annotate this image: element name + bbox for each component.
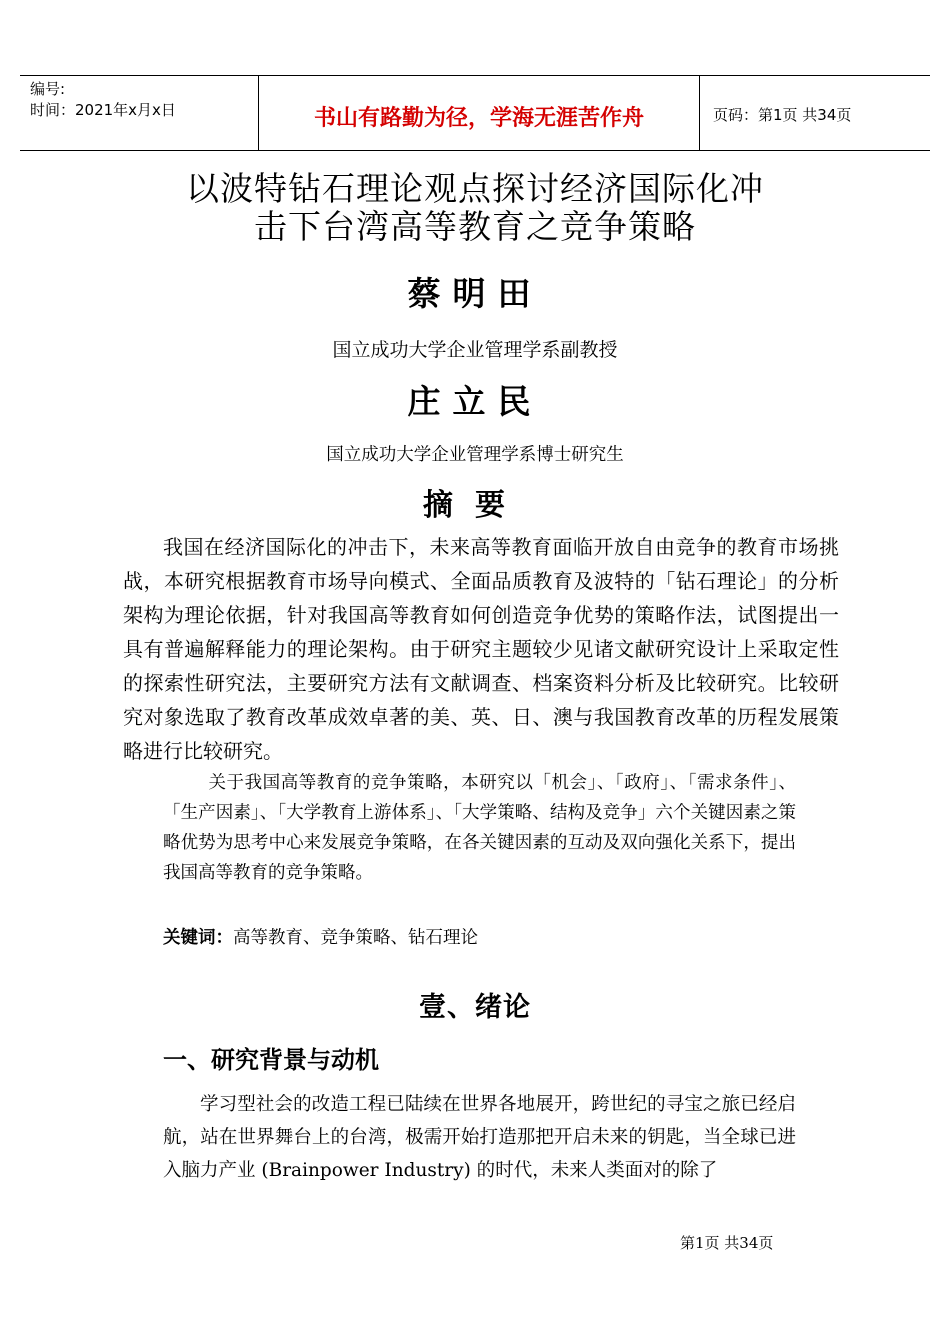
author-2-name: 庄立民 bbox=[407, 382, 543, 421]
keywords-value: 高等教育、竞争策略、钻石理论 bbox=[233, 928, 478, 948]
header-page-cell bbox=[699, 76, 929, 150]
motto: 书山有路勤为径，学海无涯苦作舟 bbox=[313, 106, 644, 131]
body-paragraph: 学习型社会的改造工程已陆续在世界各地展开，跨世纪的寻宝之旅已经启航，站在世界舞台上的台湾，极需开始打造那把开启未来的钥匙，当全球已进入脑力产业 (Brainpower Industry) 的时代，未来人类面对的除了 bbox=[163, 1094, 796, 1181]
document-title bbox=[0, 170, 950, 246]
subsection-heading: 一、研究背景与动机 bbox=[163, 1045, 379, 1074]
author-2-affiliation: 国立成功大学企业管理学系博士研究生 bbox=[326, 445, 624, 465]
author-1-affiliation: 国立成功大学企业管理学系副教授 bbox=[332, 339, 618, 361]
abstract-paragraph-1: 我国在经济国际化的冲击下，未来高等教育面临开放自由竞争的教育市场挑战，本研究根据教育市场导向模式、全面品质教育及波特的「钻石理论」的分析架构为理论依据，针对我国高等教育如何创造竞争优势的策略作法，试图提出一具有普遍解释能力的理论架构。由于研究主题较少见诸文献研究设计上采取定性的探索性研究法，主要研究方法有文献调查、档案资料分析及比较研究。比较研究对象选取了教育改革成效卓著的美、英、日、澳与我国教育改革的历程发展策略进行比较研究。 bbox=[123, 535, 839, 763]
title-line-2: 击下台湾高等教育之竞争策略 bbox=[254, 207, 696, 246]
abstract-heading: 摘要 bbox=[423, 488, 527, 523]
author-1-name: 蔡明田 bbox=[407, 274, 543, 313]
header-meta-cell bbox=[20, 76, 258, 150]
page-header bbox=[20, 75, 930, 151]
keywords-label: 关键词： bbox=[163, 928, 233, 948]
abstract-paragraph-2: 关于我国高等教育的竞争策略，本研究以「机会」、「政府」、「需求条件」、「生产因素」、「大学教育上游体系」、「大学策略、结构及竞争」六个关键因素之策略优势为思考中心来发展竞争策略，在各关键因素的互动及双向强化关系下，提出我国高等教育的竞争策略。 bbox=[163, 773, 796, 883]
page-footer: 第1页 共34页 bbox=[680, 1234, 774, 1252]
section-heading: 壹、绪论 bbox=[419, 992, 531, 1023]
serial-label: 编号: bbox=[30, 80, 66, 98]
keywords bbox=[163, 924, 478, 949]
time-label: 时间：2021年x月x日 bbox=[30, 101, 176, 119]
header-motto-cell bbox=[258, 76, 700, 150]
page-code: 页码：第1页 共34页 bbox=[713, 106, 852, 124]
title-line-1: 以波特钻石理论观点探讨经济国际化冲 bbox=[186, 169, 764, 208]
